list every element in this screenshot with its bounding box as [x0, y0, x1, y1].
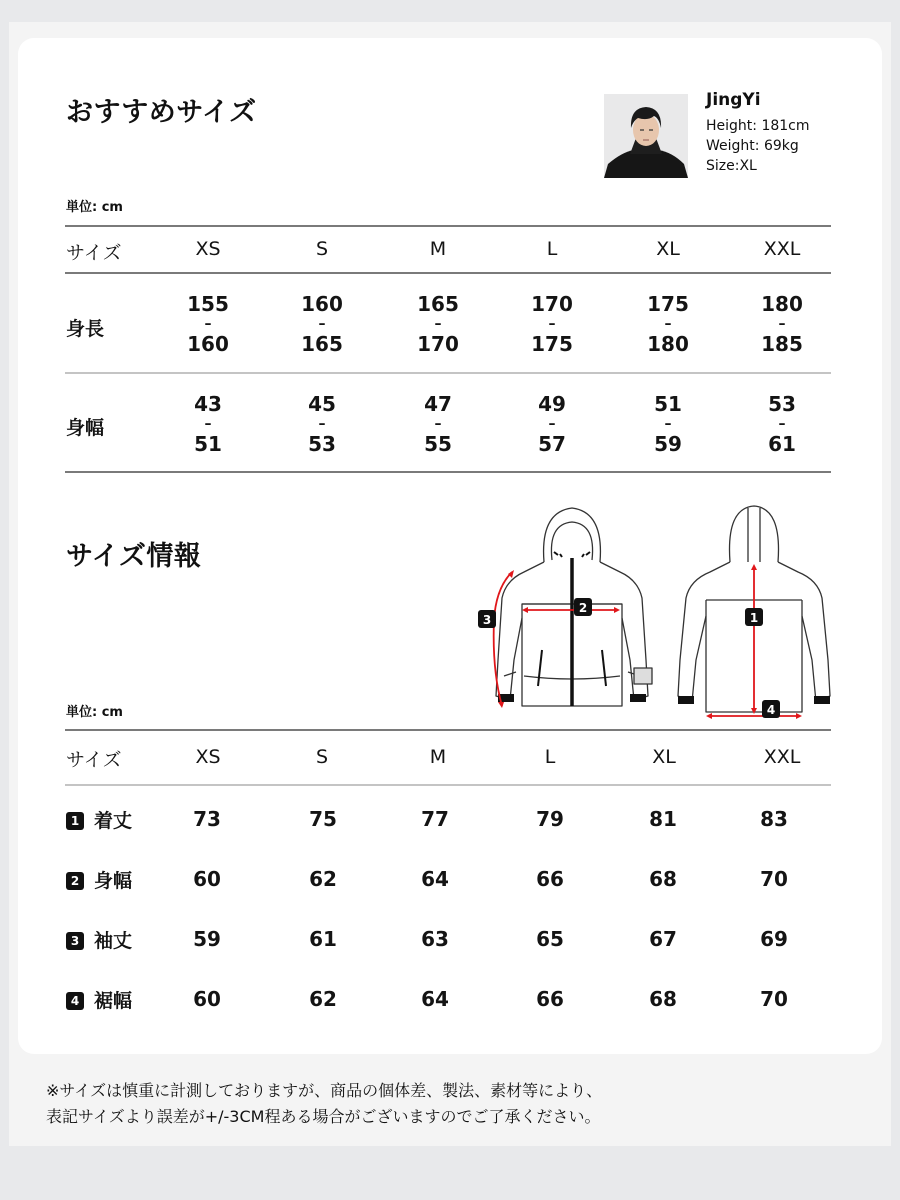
row-label-hem: 4 裾幅	[66, 986, 132, 1013]
measurement-disclaimer	[46, 1078, 602, 1130]
table-cell: 70	[760, 867, 788, 891]
table-cell: 75	[309, 807, 337, 831]
table-cell: 77	[421, 807, 449, 831]
marker-4-icon: 4	[66, 992, 84, 1010]
table-cell: 175 – 180	[647, 292, 689, 356]
size-header-label: サイズ	[66, 242, 122, 264]
svg-text:4: 4	[766, 703, 776, 717]
table-cell: 66	[536, 987, 564, 1011]
size-col-m: M	[429, 238, 447, 260]
svg-text:2: 2	[578, 601, 588, 615]
svg-text:1: 1	[749, 611, 759, 625]
table-cell: 64	[421, 987, 449, 1011]
table-bottom-rule	[65, 471, 831, 473]
table-cell: 68	[649, 867, 677, 891]
model-portrait-icon	[604, 94, 688, 178]
table-cell: 47 – 55	[424, 392, 452, 456]
table-cell: 170 – 175	[531, 292, 573, 356]
unit-label: 単位: cm	[66, 200, 123, 215]
table-top-rule	[65, 225, 831, 227]
size-col-xxl: XXL	[763, 746, 801, 768]
table-cell: 67	[649, 927, 677, 951]
size-col-xs: XS	[195, 746, 221, 768]
table-cell: 64	[421, 867, 449, 891]
table-header-rule	[65, 784, 831, 786]
size-header-label: サイズ	[66, 749, 122, 771]
table-cell: 51 – 59	[654, 392, 682, 456]
table-cell: 45 – 53	[308, 392, 336, 456]
recommended-size-title: おすすめサイズ	[66, 97, 257, 128]
row-label-body-width: 2 身幅	[66, 866, 132, 893]
marker-2-icon: 2	[66, 872, 84, 890]
size-col-s: S	[315, 746, 329, 768]
table-cell: 63	[421, 927, 449, 951]
row-label-sleeve: 3 袖丈	[66, 926, 132, 953]
size-col-xl: XL	[656, 238, 680, 260]
table-row-divider	[65, 372, 831, 374]
table-cell: 62	[309, 987, 337, 1011]
marker-1-icon: 1	[66, 812, 84, 830]
row-label-height: 身長	[66, 318, 105, 340]
table-cell: 81	[649, 807, 677, 831]
size-col-xl: XL	[652, 746, 676, 768]
row-label-length: 1 着丈	[66, 806, 132, 833]
row-label-width: 身幅	[66, 417, 105, 439]
unit-label: 単位: cm	[66, 705, 123, 720]
table-cell: 180 – 185	[761, 292, 803, 356]
marker-3-icon: 3	[66, 932, 84, 950]
table-cell: 83	[760, 807, 788, 831]
table-cell: 49 – 57	[538, 392, 566, 456]
model-weight: Weight: 69kg	[706, 138, 799, 154]
size-col-l: L	[546, 238, 558, 260]
table-cell: 160 – 165	[301, 292, 343, 356]
size-col-xxl: XXL	[763, 238, 801, 260]
model-height: Height: 181cm	[706, 118, 810, 134]
table-cell: 69	[760, 927, 788, 951]
table-cell: 61	[309, 927, 337, 951]
size-col-l: L	[544, 746, 556, 768]
size-col-s: S	[315, 238, 329, 260]
table-cell: 43 – 51	[194, 392, 222, 456]
size-col-m: M	[429, 746, 447, 768]
size-col-xs: XS	[195, 238, 221, 260]
table-cell: 165 – 170	[417, 292, 459, 356]
table-cell: 79	[536, 807, 564, 831]
table-cell: 65	[536, 927, 564, 951]
table-cell: 62	[309, 867, 337, 891]
model-info	[706, 90, 810, 176]
size-info-title: サイズ情報	[66, 541, 202, 572]
disclaimer-line-2: 表記サイズより誤差が+/-3CM程ある場合がございますのでご了承ください。	[46, 1107, 601, 1126]
disclaimer-line-1: ※サイズは慎重に計測しておりますが、商品の個体差、製法、素材等により、	[46, 1081, 603, 1100]
model-name: JingYi	[706, 90, 761, 110]
table-cell: 59	[193, 927, 221, 951]
jacket-measurement-diagram	[468, 500, 848, 726]
table-cell: 73	[193, 807, 221, 831]
table-cell: 70	[760, 987, 788, 1011]
table-cell: 68	[649, 987, 677, 1011]
model-photo	[604, 94, 688, 178]
svg-text:3: 3	[482, 613, 492, 627]
table-cell: 60	[193, 987, 221, 1011]
table-cell: 53 – 61	[768, 392, 796, 456]
table-top-rule	[65, 729, 831, 731]
table-cell: 60	[193, 867, 221, 891]
model-size: Size:XL	[706, 158, 757, 174]
table-cell: 155 – 160	[187, 292, 229, 356]
table-header-rule	[65, 272, 831, 274]
table-cell: 66	[536, 867, 564, 891]
